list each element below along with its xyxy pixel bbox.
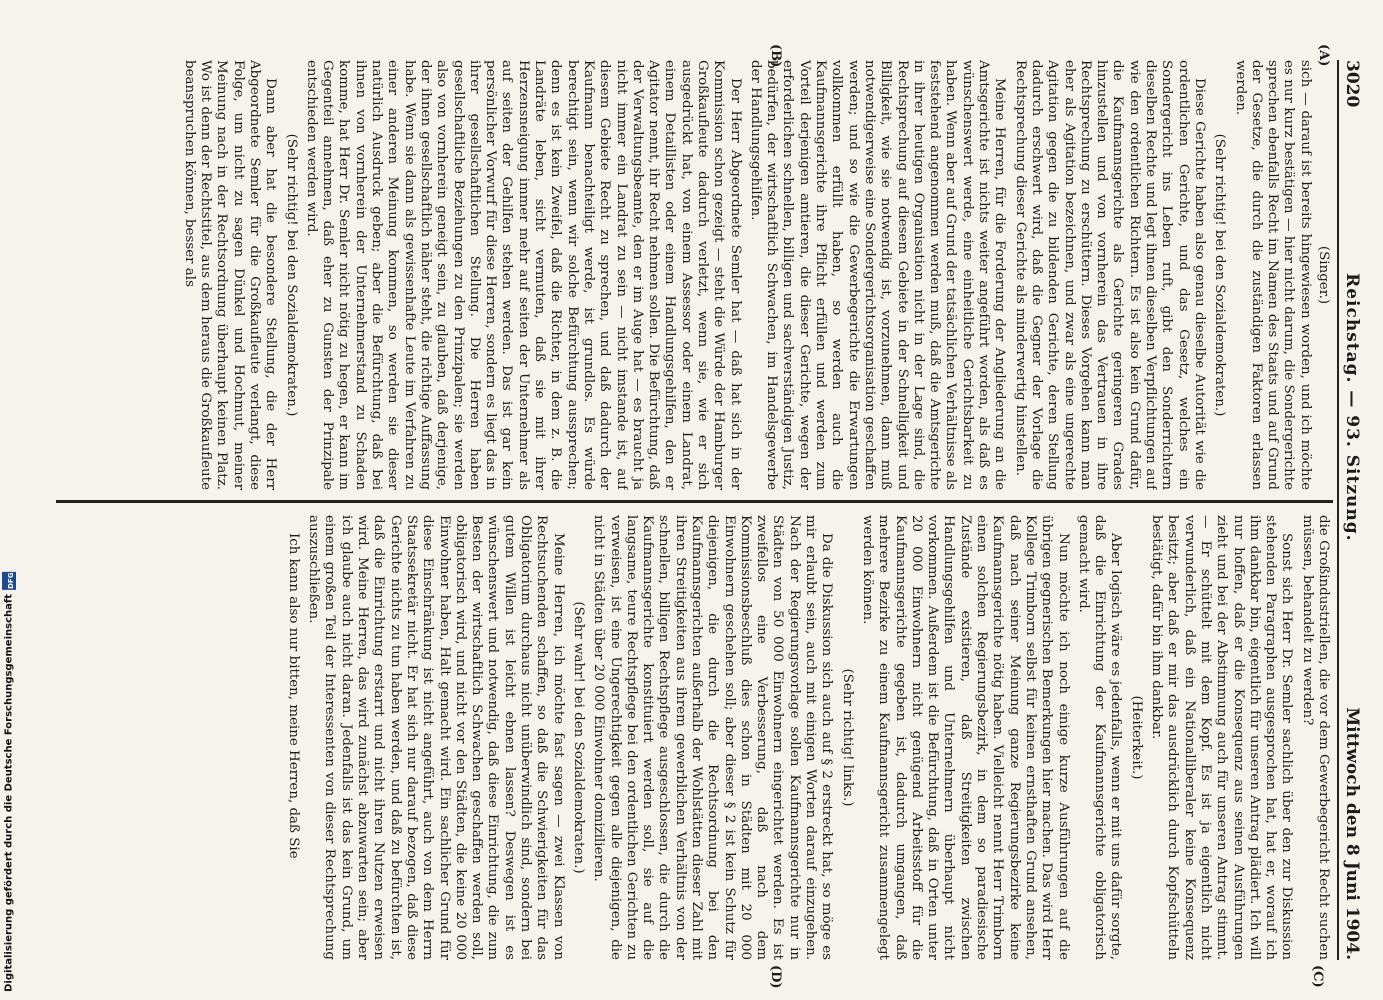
- margin-mark-b: (B): [768, 44, 783, 68]
- paragraph: Meine Herren, für die Forderung der Angliederung an die Amtsgerichte ist nichts weiter angeführt worden, als daß es wünschenswert werde, eine einheitliche Gerichtsbarkeit zu haben. Wenn aber auf Grund der tatsächlichen Verhältnisse als feststehend angenommen werden muß, daß die Amtsgerichte in ihrer heutigen Organisation nicht in der Lage sind, die Rechtsprechung auf diesem Gebiete in der Schnelligkeit und Billigkeit, wie sie notwendig ist, vorzunehmen, dann muß notwendigerweise eine Sondergerichtsorganisation geschaffen werden; und so wie die Gewerbegerichte die Erwartungen vollkommen erfüllt haben, so werden auch die Kaufmannsgerichte ihre Pflicht erfüllen und werden zum Vorteil derjenigen amtieren, die dieser Gerichte, wegen der erforderlichen schnellen, billigen und sachverständigen Justiz, bedürfen, der wirtschaftlich Schwachen, im Handelsgewerbe der Handlungsgehilfen.: [747, 60, 1008, 490]
- interjection: (Sehr richtig! bei den Sozialdemokraten.): [283, 133, 299, 417]
- interjection: (Sehr richtig! bei den Sozialdemokraten.): [1212, 133, 1228, 417]
- dfg-logo-icon: DFG: [2, 572, 16, 590]
- credit-text: Digitalisierung gefördert durch die Deutsche Forschungsgemeinschaft: [3, 594, 15, 992]
- interjection: (Sehr richtig! links.): [839, 668, 855, 807]
- paragraph: Sonst sich Herr Dr. Semler sachlich über den zur Diskussion stehenden Paragraphen ausgesprochen hat, hat er, worauf ich ihm dankbar bin, eigentlich für unseren Antrag plädiert. Ich will nur hoffen, daß er die Konsequenz aus seinen Ausführungen zieht und bei der Abstimmung auch für unseren Antrag stimmt. — Er schüttelt mit dem Kopf. Es ist ja eigentlich nicht verwunderlich, daß ein Nationalliberaler keine Konsequenz besitzt; aber daß er mir das ausdrücklich durch Kopfschütteln bestätigt, dafür bin ihm dankbar.: [1149, 515, 1295, 960]
- right-column: [60, 515, 1331, 960]
- paragraph: Da die Diskussion sich auch auf § 2 erstreckt hat, so möge es mir erlaubt sein, auch mit einigen Worten darauf einzugehen. Nach der Regierungsvorlage sollen Kaufmannsgerichte nur in Städten von 50 000 Einwohnern eingerichtet werden. Es ist zweifellos eine Verbesserung, daß nach dem Kommissionsbeschluß dies schon in Städten mit 20 000 Einwohnern geschehen soll; aber dieser § 2 ist kein Schutz für diejenigen, die durch die Rechtsordnung bei den Kaufmannsgerichten außerhalb der Wohlstätten dieser Zahl mit ihren Streitigkeiten aus ihrem gewerblichen Verhältnis von der schnellen, billigen Rechtspflege ausgeschlossen, die durch die Kaufmannsgerichte konstituiert werden soll, sie auf die langsame, teure Rechtspflege bei den ordentlichen Gerichten zu verweisen, ist eine Ungerechtigkeit gegen alle diejenigen, die nicht in Städten über 20 000 Einwohner domizilieren.: [591, 515, 835, 960]
- paragraph: Der Herr Abgeordnete Semler hat — daß hat sich in der Kommission schon gezeigt — steht die Würde der Hamburger Großkaufleute dadurch verletzt, wenn sie, wie er sich ausgedrückt hat, von einem Assessor oder einem Landrat, einem Detaillisten oder einem Handlungsgehilfen, den er Agitator nennt, ihr Recht nehmen sollen. Die Befürchtung, daß der Verwaltungsbeamte, den er im Auge hat — es braucht ja nicht immer ein Landrat zu sein — nicht imstande ist, auf diesem Gebiete Recht zu sprechen, und daß dadurch der Kaufmann benachteiligt werde, ist grundlos. Es würde berechtigt sein, wenn wir solche Befürchtung aussprechen; denn es ist kein Zweifel, daß die Richter, in dem z. B. die Landräte leben, sicht vermuten, daß sie mit ihrer Herzensneigung immer mehr auf seiten der Unternehmer als auf seiten der Gehilfen stehen werden. Das ist gar kein persönlicher Vorwurf für diese Herren, sondern es liegt das in ihrer gesellschaftlichen Stellung. Die Herren haben gesellschaftliche Beziehungen zu den Prinzipalen; sie werden also von vornherein geneigt sein, zu glauben, daß derjenige, der ihnen gesellschaftlich näher steht, die richtige Auffassung habe. Wenn sie dann als gewissenhafte Leute im Verfahren zu einer anderen Meinung kommen, so werden sie dieser natürlich Ausdruck geben; aber die Befürchtung, daß bei ihnen von vornherein der Unternehmerstand zu Schaden komme, hat Herr Dr. Semler nicht nötig zu hegen, er kann im Gegenteil annehmen, daß eher zu Gunsten der Prinzipale entschieden werden wird.: [303, 60, 743, 490]
- paragraph: Ich kann also nur bitten, meine Herren, daß Sie: [285, 533, 301, 859]
- left-column: [60, 60, 1331, 490]
- paragraph: die Großindustriellen, die vor dem Gewerbegericht Recht suchen müssen, behandelt zu werden?: [1299, 515, 1331, 960]
- paragraph: Nun möchte ich noch einige kurze Ausführungen auf die übrigen gegnerischen Bemerkungen hier machen. Das wird Herr Kollege Trimborn selbst für keinen ernsthaften Grund ansehen, daß nach seiner Meinung ganze Regierungsbezirke keine Kaufmannsgerichte nötig haben. Vielleicht nennt Herr Trimborn einen solchen Regierungsbezirk, in dem so paradiesische Zustände existieren, daß Streitigkeiten zwischen Handlungsgehilfen und Unternehmern überhaupt nicht vorkommen. Außerdem ist die Befürchtung, daß in Orten unter 20 000 Einwohnern nicht genügend Arbeitsstoff für die Kaufmannsgerichte gegeben ist, dadurch umgangen, daß mehrere Bezirke zu einem Kaufmannsgericht zusammengelegt werden können.: [859, 515, 1071, 960]
- paragraph: Diese Gerichte haben also genau dieselbe Autorität wie die ordentlichen Gerichte, und das Gesetz, welches ein Sondergericht ins Leben ruft, gibt den Sonderrichtern dieselben Rechte und legt ihnen dieselben Verpflichtungen auf wie den ordentlichen Richtern. Es ist also kein Grund dafür, die Kaufmannsgerichte als Gerichte geringeren Grades hinzustellen und von vornherein das Vertrauen in ihre Rechtsprechung zu erschüttern. Dieses Vorgehen kann man eher als Agitation bezeichnen, und zwar als eine ungerechte Agitation gegen die zu bildenden Gerichte, deren Stellung dadurch erschwert wird, daß die Gegner der Vorlage die Rechtsprechung dieser Gerichte als minderwertig hinstellen.: [1012, 60, 1207, 490]
- margin-mark-d: (D): [768, 965, 783, 989]
- interjection: (Sehr wahr! bei den Sozialdemokraten.): [570, 601, 586, 874]
- page-title: Reichstag. — 93. Sitzung.: [1342, 273, 1362, 542]
- interjection: (Heiterkeit.): [1128, 695, 1144, 780]
- margin-mark-a: (A): [1316, 44, 1331, 67]
- page-date: Mittwoch den 8 Juni 1904.: [1342, 707, 1362, 960]
- page-number: 3020: [1342, 60, 1362, 108]
- paragraph: sich — darauf ist bereits hingewiesen worden, und ich möchte es nur kurz bestätigen — hier nicht darum, die Sondergerichte sprechen ebenfalls Recht im Namen des Staats und auf Grund der Gesetze, die durch die zuständigen Faktoren erlassen werden.: [1232, 60, 1313, 490]
- speaker-name: (Singer.): [1316, 245, 1331, 305]
- margin-mark-c: (C): [1310, 965, 1325, 988]
- column-divider: [56, 500, 1333, 503]
- paragraph: Dann aber hat die besondere Stellung, die der Herr Abgeordnete Semler für die Großkaufleute verlangt, diese Folge, um nicht zu sagen Dünkel und Hochmut, meiner Meinung nach in der Rechtsordnung überhaupt keinen Platz. Wo ist denn der Rechtstitel, aus dem heraus die Großkaufleute beanspruchen können, besser als: [181, 60, 279, 490]
- paragraph: Meine Herren, ich möchte fast sagen — zwei Klassen von Rechtsuchenden schaffen, so daß die Schwierigkeiten für das Obligatorium durchaus nicht unüberwindlich sind, sondern bei gutem Willen ist leicht ebnen lassen? Deswegen ist es wünschenswert und notwendig, daß diese Einrichtung, die zum Besten der wirtschaftlich Schwachen geschaffen werden soll, obligatorisch wird, und nicht vor den Städten, die keine 20 000 Einwohner haben, Halt gemacht wird. Ein sachlicher Grund für diese Einschränkung ist nicht angeführt, auch von dem Herrn Staatssekretär nicht. Er hat sich nur darauf bezogen, daß diese Gerichte nichts zu tun haben werden, und daß zu befürchten ist, daß die Einrichtung erstarrt und nicht ihren Nutzen erweisen wird. Meine Herren, das wird zunächst abzuwarten sein; aber ich glaube auch nicht daran. Jedenfalls ist das kein Grund, um einem großen Teil der Interessenten von dieser Rechtsprechung auszuschließen.: [306, 515, 566, 960]
- paragraph: Aber logisch wäre es jedenfalls, wenn er mit uns dafür sorgte, daß die Einrichtung der Kaufmannsgerichte obligatorisch gemacht wird.: [1075, 515, 1124, 960]
- page-header: [1337, 60, 1365, 960]
